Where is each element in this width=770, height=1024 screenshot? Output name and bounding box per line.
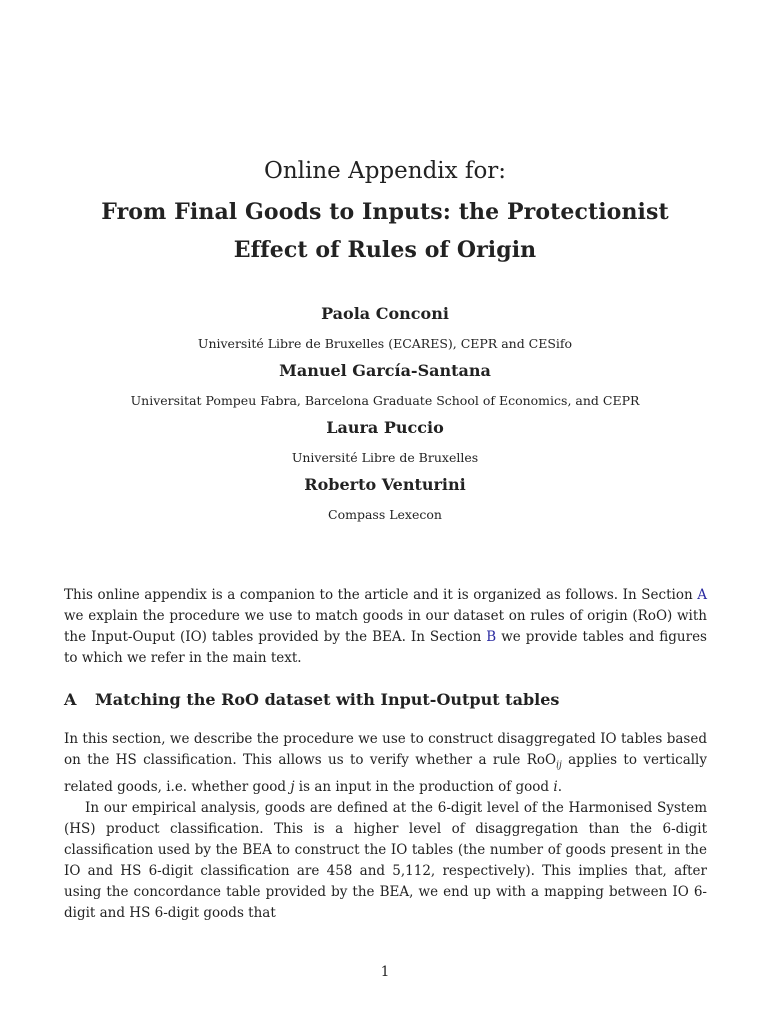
- section-b-link[interactable]: B: [486, 629, 497, 645]
- section-body: [64, 729, 707, 924]
- page-number: 1: [380, 964, 390, 980]
- section-a-link[interactable]: A: [697, 587, 707, 603]
- author-affiliation: Université Libre de Bruxelles (ECARES), CEPR and CESifo: [197, 336, 573, 351]
- appendix-subtitle: Online Appendix for:: [263, 158, 507, 184]
- author-affiliation: Universitat Pompeu Fabra, Barcelona Graduate School of Economics, and CEPR: [130, 393, 640, 408]
- body-paragraph: In this section, we describe the procedure we use to construct disaggregated IO tables based on the HS classification. This allows us to verify whether a rule RoO$_{ij}$ applies to vertically related goods, i.e. whether good j is an input in the production of good i.: [64, 731, 708, 795]
- section-number: A: [64, 690, 77, 709]
- author-affiliation: Compass Lexecon: [328, 507, 442, 522]
- intro-paragraph: This online appendix is a companion to the article and it is organized as follows. In Section A we explain the procedure we use to match goods in our dataset on rules of origin (RoO) with the Input-Ouput (IO) tables provided by the BEA. In Section B we provide tables and figures to which we refer in the main text.: [64, 587, 707, 666]
- author-name: Manuel García-Santana: [279, 361, 491, 380]
- author-affiliation: Université Libre de Bruxelles: [291, 450, 479, 465]
- author-name: Roberto Venturini: [304, 475, 466, 494]
- body-paragraph: In our empirical analysis, goods are defined at the 6-digit level of the Harmonised System (HS) product classification. This is a higher level of disaggregation than the 6-digit classification used by the BEA to construct the IO tables (the number of goods present in the IO and HS 6-digit classification are 458 and 5,112, respectively). This implies that, after using the concordance table provided by the BEA, we end up with a mapping between IO 6-digit and HS 6-digit goods that: [64, 799, 707, 921]
- paper-title-line-1: From Final Goods to Inputs: the Protectionist: [101, 199, 669, 225]
- section-heading: [64, 690, 707, 709]
- section-title: Matching the RoO dataset with Input-Output tables: [95, 690, 560, 709]
- author-name: Paola Conconi: [321, 304, 449, 323]
- paper-title-line-2: Effect of Rules of Origin: [233, 237, 537, 263]
- author-name: Laura Puccio: [326, 418, 444, 437]
